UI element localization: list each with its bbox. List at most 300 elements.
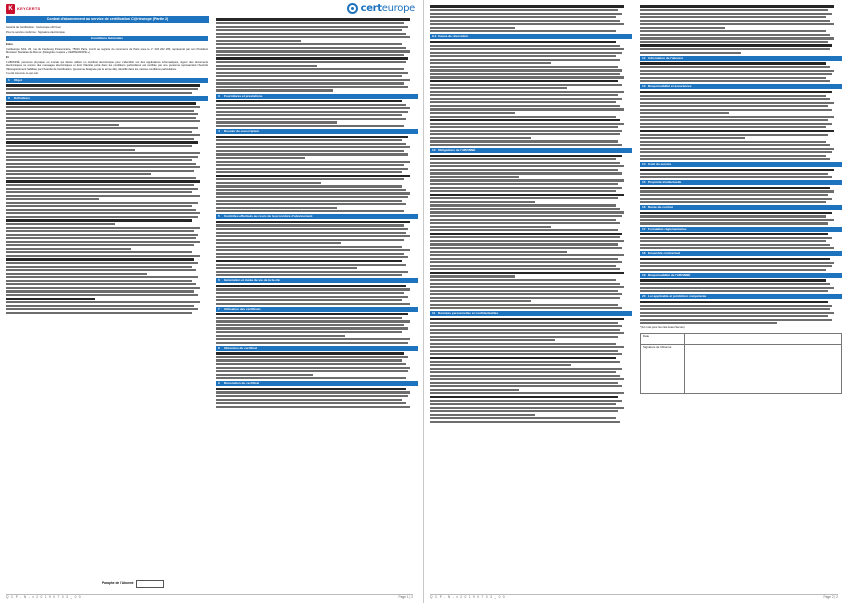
section-heading: [216, 94, 418, 99]
text-line: [430, 233, 622, 235]
paragraph: Il a été convenu ce qui suit.: [6, 72, 39, 76]
section-title: Cause de révocation: [438, 34, 469, 39]
text-line: [6, 216, 198, 218]
text-line: [640, 91, 832, 93]
text-line: [640, 141, 826, 143]
text-block: [6, 84, 208, 93]
text-line: [430, 140, 618, 142]
section-heading: [640, 84, 842, 89]
text-line: [640, 16, 826, 18]
text-line: [640, 80, 830, 82]
text-line: [430, 23, 624, 25]
text-line: [430, 9, 618, 11]
text-line: [640, 222, 828, 224]
text-line: [430, 169, 618, 171]
text-line: [6, 305, 194, 307]
text-line: [6, 198, 99, 200]
text-line: [430, 329, 620, 331]
text-line: [640, 283, 830, 285]
text-line: [216, 75, 402, 77]
text-line: [430, 16, 616, 18]
text-line: [430, 137, 531, 139]
date-field-label: Date: [641, 334, 685, 344]
text-line: [430, 275, 515, 277]
section-title: Données personnelles et confidentialités: [438, 311, 499, 316]
section-title: Durée du contrat: [648, 205, 673, 210]
text-block: [216, 100, 418, 127]
text-line: [6, 152, 200, 154]
text-line: [430, 254, 624, 256]
text-line: [430, 73, 620, 75]
text-line: [640, 5, 834, 7]
section-title: Révocation du certificat: [224, 381, 260, 386]
paragraph: L'ABONNÉ, personne physique ou morale qui désire utiliser un certificat électronique pour s'identifier sur des applications informatiques, signer des documents électroniques ou encore des messages électroniques et dont l'identité porté dans les conditions particulières est certifiée par une personne représentant l'Autorité d'Enregistrement habilitée par l'Autorité de Certification, (personne désignée par le terme AE), identifié dans les mêmes conditions particulières.: [6, 60, 208, 71]
text-line: [216, 239, 404, 241]
text-line: [216, 235, 410, 237]
text-line: [216, 388, 406, 390]
text-line: [6, 145, 192, 147]
text-line: [6, 230, 194, 232]
text-line: [6, 312, 192, 314]
text-line: [216, 107, 410, 109]
text-line: [430, 286, 624, 288]
text-line: [430, 378, 624, 380]
section-number: 14: [642, 162, 646, 167]
text-line: [640, 176, 832, 178]
text-line: [640, 66, 830, 68]
page1-column-right: [216, 17, 418, 580]
text-line: [430, 94, 618, 96]
page-number: Page 2 | 2: [823, 595, 838, 599]
section-number: 3: [218, 93, 220, 98]
section-title: Définitions: [14, 95, 30, 100]
text-line: [640, 123, 832, 125]
text-line: [430, 201, 535, 203]
text-block: [6, 102, 208, 314]
text-line: [6, 127, 198, 129]
text-line: [640, 77, 826, 79]
text-line: [430, 325, 622, 327]
text-line: [430, 105, 620, 107]
section-heading: [640, 205, 842, 210]
section-number: 5: [218, 214, 220, 219]
text-line: [6, 308, 198, 310]
text-line: [640, 269, 826, 271]
text-line: [216, 374, 313, 376]
text-line: [640, 244, 830, 246]
text-line: [6, 141, 198, 143]
text-line: [216, 121, 337, 123]
text-line: [430, 251, 567, 253]
text-line: [430, 304, 618, 306]
date-field[interactable]: [685, 334, 841, 344]
paragraph: *(12 mois pour les clés Avast Secure): [640, 325, 685, 329]
section-heading: [216, 307, 418, 312]
text-line: [6, 269, 196, 271]
section-number: 2: [8, 95, 10, 100]
text-line: [430, 5, 624, 7]
text-line: [216, 370, 408, 372]
section-title: Ensemble contractuel: [648, 251, 681, 256]
text-line: [6, 120, 200, 122]
text-line: [216, 185, 402, 187]
text-line: [640, 308, 830, 310]
text-block: [430, 41, 632, 146]
section-number: 6: [218, 278, 220, 283]
text-line: [430, 332, 624, 334]
text-line: [216, 125, 404, 127]
text-line: [430, 272, 624, 274]
text-line: [430, 236, 620, 238]
text-line: [6, 106, 200, 108]
text-line: [430, 45, 620, 47]
text-block: [430, 5, 632, 32]
certeurope-logo: [347, 3, 415, 14]
signature-field-label: Signature de l'Abonné: [641, 345, 685, 393]
section-number: 19: [642, 272, 646, 277]
text-line: [6, 170, 194, 172]
text-line: [216, 33, 406, 35]
section-title: Information de l'abonné: [648, 55, 683, 60]
text-block: [640, 279, 842, 292]
text-block: [430, 318, 632, 423]
text-line: [430, 350, 618, 352]
text-line: [430, 385, 622, 387]
text-line: [430, 30, 616, 32]
text-line: [430, 66, 618, 68]
text-line: [640, 41, 828, 43]
section-title: Génération et durée de vie de la bi-clé: [224, 278, 280, 283]
text-line: [216, 40, 301, 42]
text-line: [430, 13, 622, 15]
text-line: [216, 256, 408, 258]
text-line: [6, 237, 196, 239]
text-line: [430, 211, 624, 213]
page-footer: [430, 594, 838, 600]
text-line: [430, 229, 618, 231]
section-number: 12: [642, 55, 646, 60]
section-number: 13: [642, 84, 646, 89]
text-line: [430, 84, 622, 86]
text-line: [216, 338, 410, 340]
signature-table: [640, 333, 842, 394]
text-line: [216, 303, 410, 305]
section-heading: [216, 129, 418, 134]
text-line: [216, 57, 408, 59]
text-line: [216, 253, 404, 255]
text-line: [430, 343, 616, 345]
section-title: Obtention du certificat: [224, 345, 258, 350]
text-line: [640, 201, 826, 203]
keycerts-logo: [6, 4, 40, 14]
text-line: [216, 367, 410, 369]
text-line: [640, 187, 830, 189]
text-line: [430, 165, 624, 167]
text-line: [640, 290, 828, 292]
text-line: [6, 287, 200, 289]
section-heading: [216, 346, 418, 351]
text-block: [640, 62, 842, 82]
signature-field[interactable]: [685, 345, 841, 393]
text-line: [216, 324, 404, 326]
text-line: [640, 158, 830, 160]
section-number: 18: [642, 251, 646, 256]
section-heading: [640, 56, 842, 61]
text-line: [216, 292, 404, 294]
text-line: [430, 421, 620, 423]
section-number: 15: [642, 180, 646, 185]
text-line: [216, 146, 410, 148]
text-line: [640, 137, 745, 139]
text-line: [216, 200, 402, 202]
text-line: [6, 159, 192, 161]
text-line: [430, 162, 620, 164]
text-line: [216, 342, 408, 344]
text-line: [6, 131, 192, 133]
text-line: [430, 240, 624, 242]
text-line: [6, 180, 200, 182]
text-line: [216, 104, 406, 106]
text-line: [640, 319, 832, 321]
paragraph: CertEurope SAS, 26, rue du Faubourg Poissonnière, 75010 Paris, inscrit au registre du commerce de Paris sous le n° 434 202 180, représenté par son Président Monsieur Stanislas de Rémur, (Désignée ci-après « CERTEUROPE »): [6, 47, 208, 55]
text-line: [216, 36, 410, 38]
text-line: [216, 136, 408, 138]
text-line: [430, 219, 616, 221]
section-number: 10: [432, 148, 436, 153]
section-heading: [6, 78, 208, 83]
text-line: [430, 59, 620, 61]
text-line: [216, 18, 410, 20]
text-line: [216, 228, 408, 230]
text-line: [216, 171, 402, 173]
page1-column-left: [6, 26, 208, 580]
text-line: [640, 30, 826, 32]
text-line: [430, 243, 618, 245]
text-line: [216, 203, 406, 205]
text-line: [430, 353, 622, 355]
text-line: [430, 297, 620, 299]
text-line: [430, 389, 519, 391]
text-line: [430, 300, 531, 302]
text-line: [6, 138, 194, 140]
text-line: [430, 290, 618, 292]
text-line: [640, 155, 826, 157]
section-title: Contrôles effectués au cours de la procédure d'abonnement: [224, 214, 313, 219]
text-line: [6, 258, 194, 260]
text-line: [6, 283, 196, 285]
section-number: 20: [642, 294, 646, 299]
text-line: [216, 100, 402, 102]
text-line: [430, 222, 620, 224]
text-line: [640, 112, 729, 114]
text-block: [216, 388, 418, 408]
document-reference: Q C P - N - v 2 0 1 9 0 7 0 3 _ 0 0: [430, 595, 506, 599]
document-reference: Q C P - N - v 2 0 1 9 0 7 0 3 _ 0 0: [6, 595, 82, 599]
text-line: [640, 237, 832, 239]
text-line: [216, 260, 402, 262]
text-line: [640, 215, 826, 217]
text-block: [640, 5, 842, 53]
section-title: Dossier de souscription: [224, 129, 260, 134]
text-line: [640, 212, 832, 214]
text-line: [6, 124, 119, 126]
section-heading: [216, 214, 418, 219]
text-line: [216, 47, 406, 49]
text-block: [640, 258, 842, 271]
text-block: [640, 187, 842, 203]
text-line: [216, 192, 410, 194]
text-line: [430, 371, 616, 373]
text-line: [430, 91, 624, 93]
text-line: [640, 130, 834, 132]
text-line: [6, 276, 198, 278]
section-heading: [640, 294, 842, 299]
text-line: [430, 197, 618, 199]
text-line: [216, 65, 317, 67]
text-line: [640, 198, 832, 200]
text-line: [6, 191, 192, 193]
text-line: [216, 68, 404, 70]
text-line: [640, 233, 828, 235]
keycerts-wordmark: KEYCERTS: [17, 6, 41, 12]
paragraph: Entre: [6, 42, 13, 46]
text-line: [430, 187, 622, 189]
text-line: [640, 287, 834, 289]
text-line: [430, 176, 519, 178]
section-title: Utilisation des certificats: [224, 306, 261, 311]
text-line: [430, 62, 551, 64]
text-line: [430, 258, 618, 260]
text-line: [6, 205, 192, 207]
text-line: [430, 368, 622, 370]
section-number: 8: [218, 345, 220, 350]
section-title: Responsabilité et assurances: [648, 84, 692, 89]
text-line: [430, 247, 622, 249]
section-heading: [6, 96, 208, 101]
text-block: [640, 91, 842, 161]
section-number: 16: [642, 205, 646, 210]
text-line: [640, 194, 828, 196]
text-line: [216, 335, 345, 337]
text-line: [430, 69, 622, 71]
text-block: [216, 18, 418, 91]
text-line: [6, 134, 200, 136]
text-line: [6, 84, 200, 86]
text-line: [430, 80, 618, 82]
certeurope-wordmark: certeurope: [360, 2, 415, 14]
text-line: [430, 410, 618, 412]
text-block: [216, 285, 418, 305]
text-line: [430, 133, 620, 135]
text-line: [216, 359, 402, 361]
text-line: [640, 52, 741, 54]
page2-column-left: [430, 4, 632, 580]
text-line: [430, 357, 616, 359]
text-line: [216, 363, 406, 365]
section-heading: [6, 36, 208, 41]
text-line: [216, 296, 408, 298]
text-line: [640, 116, 834, 118]
text-line: [640, 109, 832, 111]
text-line: [6, 280, 192, 282]
text-line: [430, 283, 620, 285]
text-line: [216, 242, 341, 244]
certeurope-mark-icon: [347, 3, 358, 14]
text-line: [216, 399, 402, 401]
page-footer: [6, 594, 413, 600]
text-line: [6, 234, 198, 236]
text-line: [640, 13, 832, 15]
text-line: [640, 262, 834, 264]
text-line: [6, 195, 200, 197]
text-line: [430, 183, 618, 185]
text-line: [640, 190, 834, 192]
contract-title-banner: Contrat d'abonnement au service de certification C@rteurope (Partie 2): [6, 16, 209, 23]
section-title: Responsabilité de l'ABONNÉ: [648, 272, 691, 277]
text-line: [216, 118, 406, 120]
text-line: [6, 117, 196, 119]
page2-column-right: [640, 4, 842, 580]
text-line: [640, 301, 828, 303]
text-line: [430, 268, 620, 270]
text-line: [216, 26, 408, 28]
text-line: [216, 246, 402, 248]
section-number: 7: [218, 306, 220, 311]
text-line: [430, 226, 551, 228]
text-line: [430, 76, 624, 78]
text-line: [430, 392, 624, 394]
text-line: [216, 299, 402, 301]
text-line: [6, 177, 196, 179]
section-title: Coût du service: [648, 162, 672, 167]
text-line: [430, 55, 616, 57]
text-line: [430, 279, 616, 281]
text-line: [6, 163, 196, 165]
text-line: [6, 262, 198, 264]
text-line: [430, 48, 624, 50]
text-line: [216, 232, 406, 234]
text-line: [6, 184, 194, 186]
page-number: Page 1 | 2: [398, 595, 413, 599]
text-line: [6, 294, 198, 296]
text-line: [430, 215, 622, 217]
text-line: [216, 196, 408, 198]
text-line: [640, 315, 828, 317]
text-line: [640, 70, 834, 72]
section-heading: [430, 34, 632, 39]
text-line: [640, 173, 828, 175]
text-line: [216, 22, 404, 24]
text-line: [216, 210, 404, 212]
text-line: [640, 169, 834, 171]
text-line: [430, 108, 624, 110]
text-line: [640, 102, 834, 104]
text-line: [430, 194, 624, 196]
text-line: [640, 20, 830, 22]
text-line: [216, 189, 406, 191]
text-line: [430, 396, 618, 398]
text-line: [216, 114, 402, 116]
section-heading: [640, 273, 842, 278]
keycerts-mark-icon: K: [6, 4, 15, 14]
text-line: [430, 382, 618, 384]
paraphe-label: Paraphe de l'Abonné: [102, 581, 134, 585]
text-line: [640, 305, 832, 307]
text-line: [6, 173, 151, 175]
text-line: [430, 144, 622, 146]
text-line: [430, 126, 618, 128]
text-line: [430, 155, 622, 157]
